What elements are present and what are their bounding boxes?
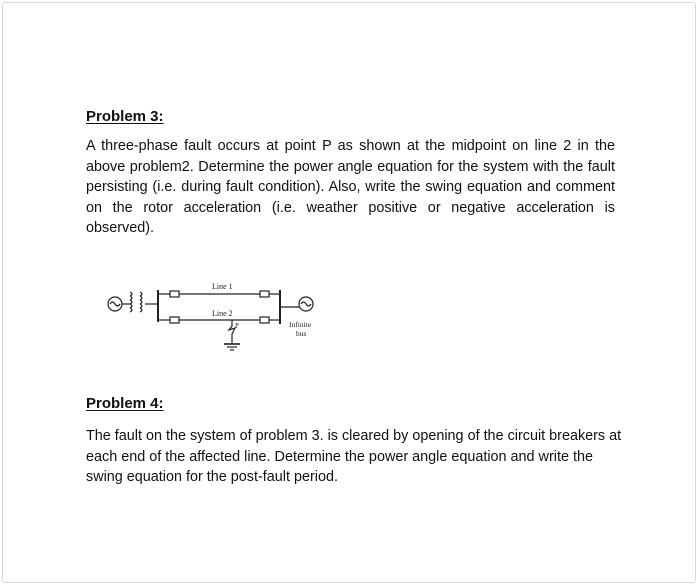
problem-3-text: A three-phase fault occurs at point P as shown at the midpoint on line 2 in the above problem2. Determine the power angle equation for the system with the fault persisting (i.e. during fault condition). Also, write the swing equation and comment on the rotor acceleration (i.e. weather positive or negative acceleration is observed). bbox=[86, 138, 615, 236]
problem-4-text: The fault on the system of problem 3. is cleared by opening of the circuit breakers at each end of the affected line. Determine the power angle equation and write the swing equation for the post-fault period. bbox=[86, 428, 622, 485]
line-2-label: Line 2 bbox=[212, 309, 233, 318]
breaker-icon bbox=[170, 291, 179, 297]
line-1-label: Line 1 bbox=[212, 282, 233, 291]
problem-4-heading: Problem 4: bbox=[86, 395, 164, 412]
fault-point-label: P bbox=[235, 322, 239, 330]
transformer-icon bbox=[130, 292, 142, 312]
breaker-icon bbox=[170, 317, 179, 323]
infinite-bus-label: Infinite bbox=[289, 320, 312, 329]
breaker-icon bbox=[260, 317, 269, 323]
power-system-diagram bbox=[100, 272, 330, 362]
problem-3-heading: Problem 3: bbox=[86, 108, 164, 125]
infinite-bus-label-2: bus bbox=[296, 329, 307, 338]
breaker-icon bbox=[260, 291, 269, 297]
